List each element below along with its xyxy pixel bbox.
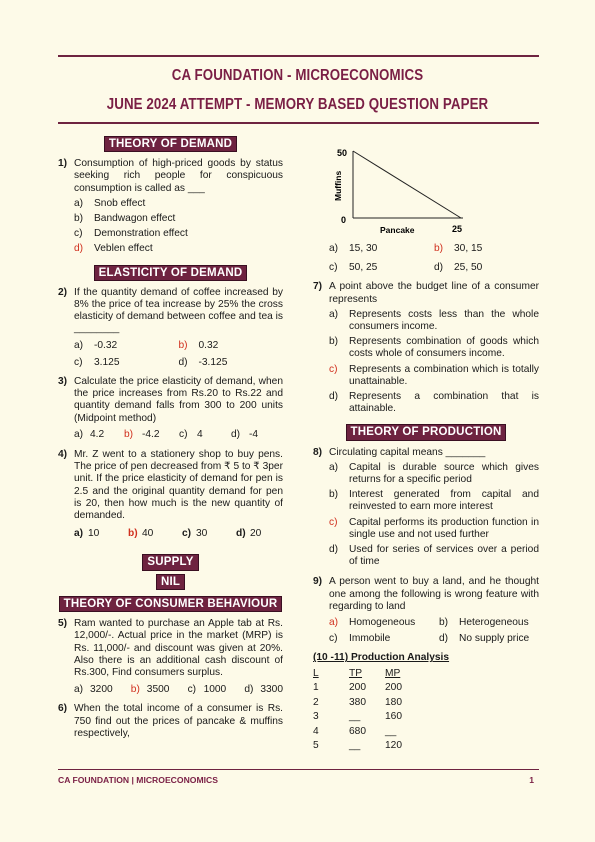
option[interactable]: c) 3.125 [74,356,120,368]
question-4-options [74,528,283,540]
budget-line-graph [313,143,539,241]
y-tick-label: 50 [337,148,348,158]
footer-label: CA FOUNDATION | MICROECONOMICS [58,775,218,785]
option[interactable]: a) 15, 30 [329,243,378,254]
budget-line [353,151,461,218]
option[interactable]: a) 4.2 [74,428,105,440]
option[interactable]: d) -3.125 [178,356,228,368]
header-top-rule [58,55,539,57]
option[interactable]: a) 3200 [74,684,113,696]
question-8: 8) Circulating capital means _______ [313,446,486,458]
option[interactable]: c) Immobile [329,633,391,645]
header-title: CA FOUNDATION - MICROECONOMICS [171,67,424,84]
option[interactable]: b) Interest generated from capital and reinvested to earn more interest [329,489,539,513]
question-3: 3) Calculate the price elasticity of demand, when the price increases from Rs.20 to Rs.22 and quantity demand falls from 300 to 200 units (Midpoint method) [58,376,283,424]
footer [58,775,539,785]
option[interactable]: d) 25, 50 [434,262,483,274]
section-heading: NIL [58,574,283,590]
y-axis-label: Muffins [333,170,343,201]
option[interactable]: d) 3300 [244,684,284,696]
left-column [58,134,283,740]
origin-label: 0 [341,215,347,225]
option-correct[interactable]: b) 30, 15 [434,243,483,254]
section-heading: ELASTICITY OF DEMAND [58,265,283,281]
option[interactable]: b) Bandwagon effect [74,213,176,225]
question-7: 7) A point above the budget line of a consumer represents [313,281,539,305]
option-correct[interactable]: b) 40 [128,528,154,540]
question-4: 4) Mr. Z went to a stationery shop to buy pens. The price of pen decreased from ₹ 5 to ₹ 3per unit. If the price elasticity of demand for pen is 2.5 and the original quantity demand for pen is 20, then how much is the new quantity of demanded. [58,449,283,522]
option-correct[interactable]: b) -4.2 [124,428,160,440]
option[interactable]: d) No supply price [439,633,530,645]
question-7-options [329,309,539,416]
production-table [313,667,402,754]
x-tick-label: 25 [452,224,463,234]
table-row: 1 200 200 [313,682,402,694]
question-5: 5) Ram wanted to purchase an Apple tab at Rs. 12,000/-. Actual price in the market (MRP) is Rs. 11,000/- and discount was given at 20%. Also there is an additional cash discount of Rs.300, Find consumers surplus. [58,618,283,678]
option-correct[interactable]: d) Veblen effect [74,243,153,255]
right-column [313,143,539,754]
header-bottom-rule [58,122,539,124]
question-6: 6) When the total income of a consumer is Rs. 750 find out the prices of pancake & muffins respectively, [58,703,283,739]
section-heading: SUPPLY [58,554,283,570]
option[interactable]: a) Capital is durable source which gives returns for a specific period [329,461,539,486]
section-heading: THEORY OF PRODUCTION [313,424,539,440]
option-correct[interactable]: a) Homogeneous [329,617,416,629]
question-1: 1) Consumption of high-priced goods by status seeking rich people for conspicuous consumption is called as ___ [58,158,283,194]
section-heading: THEORY OF DEMAND [58,136,283,152]
question-8-options [329,462,539,569]
option[interactable]: d) -4 [231,428,259,440]
footer-rule [58,769,539,770]
question-5-options [74,684,283,696]
question-2-options [74,340,283,369]
option[interactable]: a) -0.32 [74,339,118,351]
option-correct[interactable]: c) Capital performs its production function in single use and not used further [329,516,539,540]
production-analysis-title: (10 -11) Production Analysis [313,652,450,664]
question-9-options [329,617,539,645]
table-row: 4 680 __ [313,725,397,737]
x-axis-label: Pancake [380,225,415,235]
option[interactable]: d) 20 [236,528,262,540]
budget-line-svg [313,143,539,241]
option[interactable]: b) Heterogeneous [439,617,529,629]
question-6-options [329,243,539,274]
option[interactable]: a) Represents costs less than the whole consumers income. [329,308,539,333]
question-1-options [74,198,283,256]
header-subtitle: JUNE 2024 ATTEMPT - MEMORY BASED QUESTION PAPER [106,96,489,113]
option[interactable]: d) Represents a combination that is attainable. [329,391,539,415]
option[interactable]: d) Used for series of services over a period of time [329,544,539,568]
question-2: 2) If the quantity demand of coffee increased by 8% the price of tea increase by 25% the cross elasticity of demand between coffee and tea is ________ [58,286,283,335]
option[interactable]: c) 50, 25 [329,262,378,274]
page-number: 1 [529,775,534,785]
question-3-options [74,429,283,441]
option[interactable]: c) Demonstration effect [74,228,188,240]
option-correct[interactable]: c) Represents a combination which is totally unattainable. [329,363,539,387]
option[interactable]: a) 10 [74,528,100,540]
table-header-row: L TP MP [313,667,401,679]
table-row: 5 __ 120 [313,740,402,752]
table-row: 3 __ 160 [313,711,402,723]
option[interactable]: c) 4 [179,428,203,440]
option[interactable]: c) 30 [182,528,208,540]
option[interactable]: b) Represents combination of goods which costs whole of consumers income. [329,336,539,360]
question-9: 9) A person went to buy a land, and he thought one among the following is wrong feature with regarding to land [313,576,539,612]
option-correct[interactable]: b) 3500 [130,684,170,696]
option-correct[interactable]: b) 0.32 [178,339,219,351]
table-row: 2 380 180 [313,696,402,708]
section-heading: THEORY OF CONSUMER BEHAVIOUR [58,596,283,612]
option[interactable]: a) Snob effect [74,197,146,209]
option[interactable]: c) 1000 [187,684,227,696]
